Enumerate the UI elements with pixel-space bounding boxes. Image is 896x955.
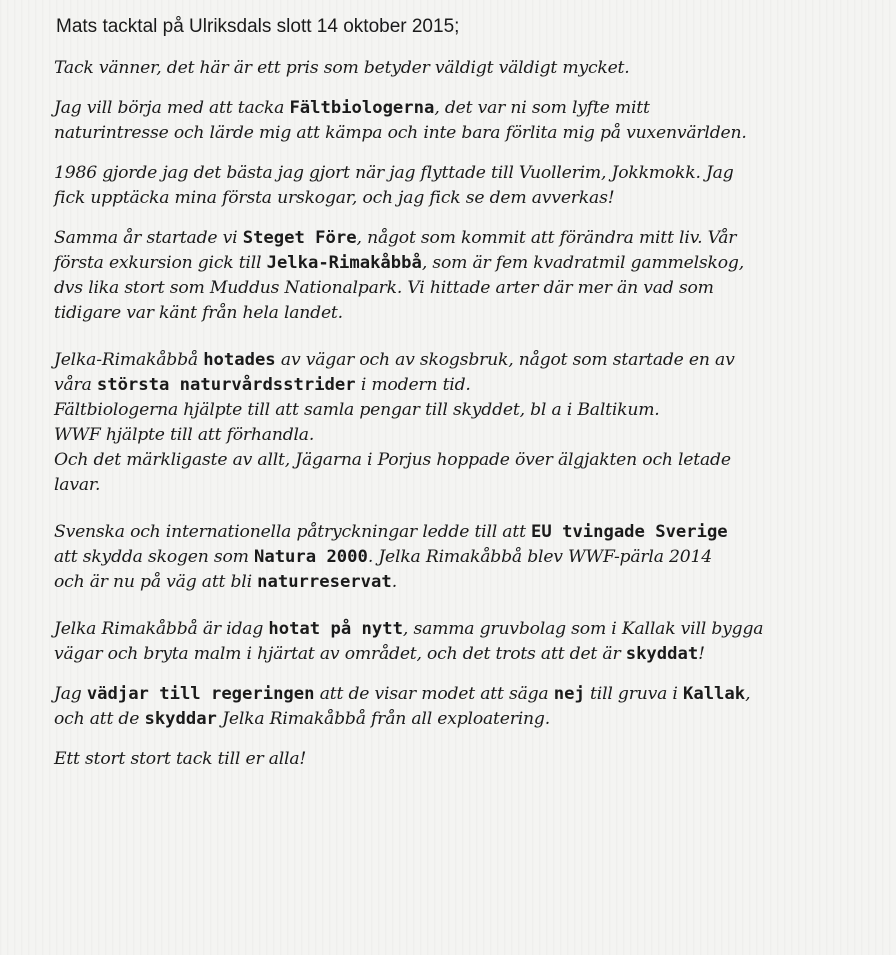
text-run: Jelka Rimakåbbå från all exploatering.	[216, 709, 550, 729]
emphasis-eu-tvingade-sverige: EU tvingade Sverige	[531, 522, 728, 542]
text-run: Svenska och internationella påtryckningar ledde till att	[54, 522, 532, 542]
text-run: i modern tid.	[355, 375, 471, 395]
text-run: !	[698, 644, 705, 664]
paragraph-eu	[54, 520, 856, 595]
emphasis-skyddar: skyddar	[144, 709, 217, 729]
text-line: dvs lika stort som Muddus Nationalpark. Vi hittade arter där mer än vad som	[54, 278, 714, 298]
text-line	[54, 520, 856, 545]
text-line	[54, 642, 856, 667]
text-line	[54, 96, 856, 121]
text-line	[54, 545, 856, 570]
paragraph-faltbiologerna	[54, 96, 856, 146]
emphasis-vadjar-till-regeringen: vädjar till regeringen	[86, 684, 315, 704]
emphasis-naturreservat: naturreservat	[257, 572, 392, 592]
emphasis-natura-2000: Natura 2000	[254, 547, 368, 567]
text-line	[54, 348, 856, 373]
paragraph-steget-fore	[54, 226, 856, 326]
text-run: Jag vill börja med att tacka	[54, 98, 290, 118]
emphasis-faltbiologerna: Fältbiologerna	[289, 98, 435, 118]
text-line: 1986 gjorde jag det bästa jag gjort när jag flyttade till Vuollerim, Jokkmokk. Jag	[54, 163, 734, 183]
text-run: våra	[54, 375, 97, 395]
text-line: fick upptäcka mina första urskogar, och jag fick se dem avverkas!	[54, 188, 615, 208]
text-run: , som är fem kvadratmil gammelskog,	[421, 253, 744, 273]
text-run: .	[391, 572, 397, 592]
text-run: , något som kommit att förändra mitt liv. Vår	[356, 228, 737, 248]
text-run: och att de	[54, 709, 145, 729]
text-run: ,	[745, 684, 751, 704]
text-run: Samma år startade vi	[54, 228, 243, 248]
text-run: av vägar och av skogsbruk, något som startade en av	[275, 350, 735, 370]
text-line	[54, 617, 856, 642]
emphasis-jelka-rimakabba: Jelka-Rimakåbbå	[266, 253, 422, 273]
paragraph-thanks	[54, 56, 856, 81]
paragraph-hotat-pa-nytt	[54, 617, 856, 667]
text-run: och är nu på väg att bli	[54, 572, 258, 592]
emphasis-skyddat: skyddat	[625, 644, 699, 664]
text-run: , samma gruvbolag som i Kallak vill bygga	[402, 619, 764, 639]
paragraph-hotades	[54, 348, 856, 498]
text-line: lavar.	[54, 475, 101, 495]
emphasis-hotat-pa-nytt: hotat på nytt	[268, 619, 403, 639]
text-line	[54, 682, 856, 707]
text-run: vägar och bryta malm i hjärtat av området, och det trots att det är	[54, 644, 626, 664]
text-line: Och det märkligaste av allt, Jägarna i Porjus hoppade över älgjakten och letade	[54, 450, 731, 470]
emphasis-naturvardsstrider: största naturvårdsstrider	[96, 375, 356, 395]
paragraph-vadjar	[54, 682, 856, 732]
text-line: Tack vänner, det här är ett pris som betyder väldigt väldigt mycket.	[54, 58, 630, 78]
paragraph-closing	[54, 747, 856, 772]
text-line: naturintresse och lärde mig att kämpa och inte bara förlita mig på vuxenvärlden.	[54, 123, 747, 143]
text-line	[54, 707, 856, 732]
text-line: Fältbiologerna hjälpte till att samla pengar till skyddet, bl a i Baltikum.	[54, 400, 660, 420]
document-heading: Mats tacktal på Ulriksdals slott 14 oktober 2015;	[56, 16, 460, 37]
emphasis-kallak: Kallak	[683, 684, 746, 704]
emphasis-hotades: hotades	[203, 350, 276, 370]
text-run: till gruva i	[584, 684, 683, 704]
text-run: första exkursion gick till	[54, 253, 267, 273]
text-line	[54, 570, 856, 595]
text-line: Ett stort stort tack till er alla!	[54, 749, 307, 769]
emphasis-steget-fore: Steget Före	[242, 228, 357, 248]
text-line: tidigare var känt från hela landet.	[54, 303, 343, 323]
emphasis-nej: nej	[553, 684, 585, 704]
paragraph-1986	[54, 161, 856, 211]
text-line	[54, 251, 856, 276]
text-run: Jelka Rimakåbbå är idag	[54, 619, 269, 639]
text-run: Jelka-Rimakåbbå	[54, 350, 204, 370]
text-run: att skydda skogen som	[54, 547, 255, 567]
text-run: , det var ni som lyfte mitt	[434, 98, 650, 118]
text-line	[54, 226, 856, 251]
text-line: WWF hjälpte till att förhandla.	[54, 425, 315, 445]
text-run: Jag	[54, 684, 87, 704]
text-run: . Jelka Rimakåbbå blev WWF-pärla 2014	[367, 547, 712, 567]
text-run: att de visar modet att säga	[314, 684, 554, 704]
text-line	[54, 373, 856, 398]
